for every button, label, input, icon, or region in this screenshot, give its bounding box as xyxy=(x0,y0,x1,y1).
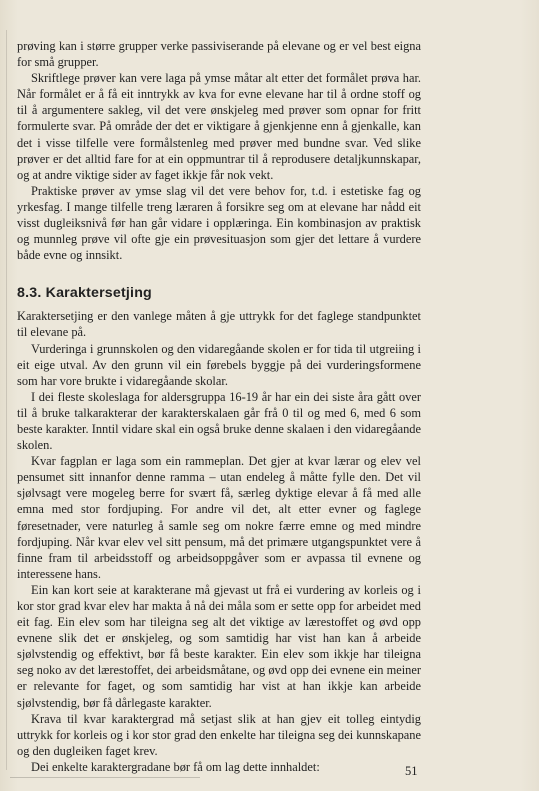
paragraph: Vurderinga i grunnskolen og den vidaregåande skolen er for tida til utgreiing i eit eige utval. Av den grunn vil ein førebels byggje på dei vurderingsformene som har vore brukte i vidaregåande skolar. xyxy=(17,341,421,388)
paragraph: I dei fleste skoleslaga for aldersgruppa 16-19 år har ein dei siste åra gått over til å bruke talkarakterar der karakterskalaen går frå 0 til og med 6, med 6 som beste karakter. Inntil vidare skal ein også bruke denne skalaen i den vidaregåande skolen. xyxy=(17,389,421,453)
body-text xyxy=(17,38,421,775)
paragraph: Karaktersetjing er den vanlege måten å gje uttrykk for det faglege standpunktet til elevane på. xyxy=(17,309,421,340)
section-title: Karaktersetjing xyxy=(45,285,152,302)
paragraph: Krava til kvar karaktergrad må setjast slik at han gjev eit tolleg eintydig uttrykk for korleis og i kor stor grad den enkelte har tileigna seg dei kunnskapane og den dugleiken faget krev. xyxy=(17,711,421,758)
paragraph: Dei enkelte karaktergradane bør få om lag dette innhaldet: xyxy=(31,759,320,774)
paragraph: Skriftlege prøver kan vere laga på ymse måtar alt etter det formålet prøva har. Når formålet er å få eit inntrykk av kva for evne elevane har til å ordne stoff og til å argumentere sakleg, vil det vere ønskjeleg med prøver som opnar for fritt formulerte svar. På område der det er viktigare å gjenkjenne enn å gjenkalle, kan det i visse tilfelle vere formålstenleg med prøver med bundne svar. Ved slike prøver er det alltid fare for at ein oppmuntrar til å reprodusere detaljkunnskapar, og at andre viktige sider av faget ikkje får nok vekt. xyxy=(17,71,421,182)
page-number: 51 xyxy=(405,764,418,778)
section-heading xyxy=(17,284,421,302)
bottom-rule xyxy=(10,777,200,778)
page-edge-line xyxy=(6,30,7,770)
paragraph: prøving kan i større grupper verke passiviserande på elevane og er vel best eigna for små grupper. xyxy=(17,39,421,70)
paragraph: Kvar fagplan er laga som ein rammeplan. Det gjer at kvar lærar og elev vel pensumet sitt innanfor denne ramma – utan endeleg å måtte fylle den. Det vil sjølvsagt vere mogeleg berre for svært få, særleg dyktige elevar å få med alle emna med stor fordjuping. For andre vil det, alt etter evner og faglege føresetnader, vere naturleg å samle seg om nokre færre emne og med mindre fordjuping. Når kvar elev vel sitt pensum, må det primære utgangspunktet vere å finne fram til arbeidsstoff og arbeidsoppgåver som er avpassa til evnene og interessene hans. xyxy=(17,454,421,581)
section-number: 8.3. xyxy=(17,285,42,302)
paragraph: Praktiske prøver av ymse slag vil det vere behov for, t.d. i estetiske fag og yrkesfag. I mange tilfelle treng læraren å forsikre seg om at elevane har nådd eit visst dugleiksnivå før han går vidare i opplæringa. Ein kombinasjon av praktisk og munnleg prøve vil ofte gje ein prøvesituasjon som gjer det lettare å vurdere både evne og innsikt. xyxy=(17,183,421,263)
paragraph: Ein kan kort seie at karakterane må gjevast ut frå ei vurdering av korleis og i kor stor grad kvar elev har makta å nå dei måla som er sette opp for arbeidet med eit fag. Ein elev som har tileigna seg alt det viktige av lærestoffet og øvd opp evnene slik det er ønskjeleg, og som samtidig har vist han kan å arbeide sjølvstendig og effektivt, bør få beste karakter. Ein elev som ikkje har tileigna seg noko av det lærestoffet, dei arbeidsmåtane, og øvd opp dei evnene ein meiner er relevante for faget, og som samtidig har vist at han ikkje kan arbeide sjølvstendig, bør få dårlegaste karakter. xyxy=(17,582,421,710)
